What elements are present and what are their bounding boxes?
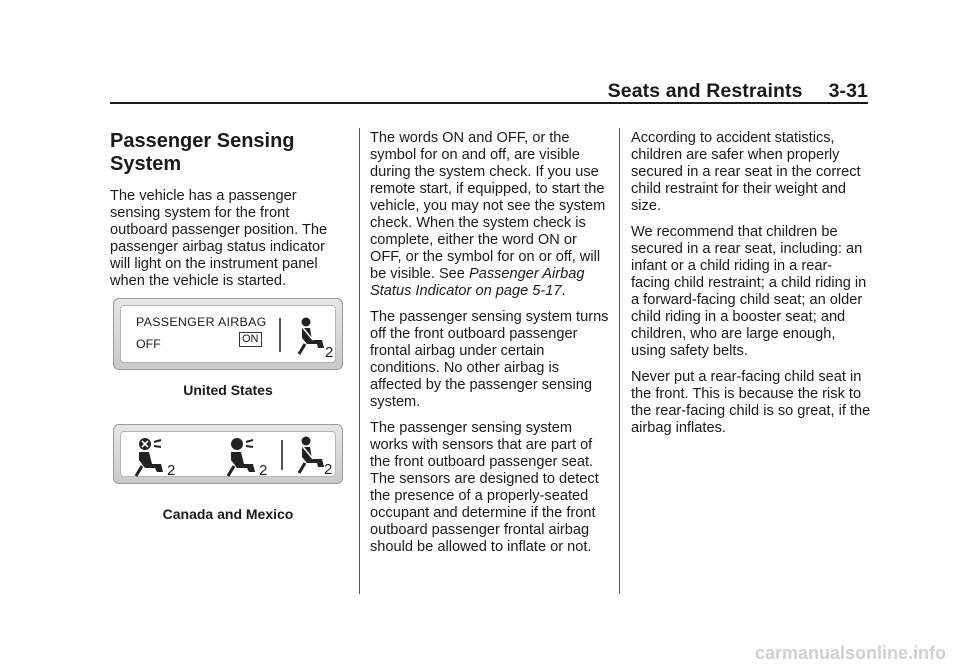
col2-paragraph-2: The passenger sensing system turns off the front outboard passenger frontal airbag under certain conditions. No other airbag is affected by the passenger sensing system. <box>370 309 609 410</box>
seat-number: 2 <box>325 344 334 360</box>
col1-paragraph-1: The vehicle has a passenger sensing system for the front outboard passenger position. The passenger airbag status indicator will light on the instrument panel when the vehicle is started. <box>110 188 328 289</box>
airbag-off-icon <box>133 436 181 483</box>
col3-paragraph-1: According to accident statistics, children are safer when properly secured in a rear seat in the correct child restraint for their weight and size. <box>631 130 861 214</box>
page-header <box>110 80 868 103</box>
indicator-divider <box>281 440 283 470</box>
seat-number: 2 <box>167 462 176 478</box>
header-rule <box>110 102 868 104</box>
passenger-airbag-label: PASSENGER AIRBAG <box>136 315 267 329</box>
col3-paragraph-3: Never put a rear-facing child seat in the front. This is because the risk to the rear-facing child is so great, if the airbag inflates. <box>631 369 871 436</box>
indicator-divider <box>279 318 281 352</box>
figure-caption-us: United States <box>183 382 273 398</box>
seat-number: 2 <box>259 462 268 478</box>
airbag-indicator-canada-mexico-figure <box>113 424 343 484</box>
column-divider <box>359 128 360 594</box>
section-title: Passenger Sensing System <box>110 130 295 175</box>
column-3 <box>631 130 871 446</box>
col3-paragraph-2: We recommend that children be secured in a rear seat, including: an infant or a child riding in a rear-facing child restraint; a child riding in a forward-facing child seat; an older child riding in a booster seat; and children, who are large enough, using safety belts. <box>631 224 867 359</box>
col2-paragraph-1: The words ON and OFF, or the symbol for on and off, are visible during the system check. If you use remote start, if equipped, to start the vehicle, you may not see the system check. When the system check is complete, either the word ON or OFF, or the symbol for on or off, will be visible. See Passenger Airbag Status Indicator on page 5-17. <box>370 130 606 299</box>
airbag-indicator-us-figure <box>113 298 343 370</box>
cross-reference-link[interactable]: Passenger Airbag Status Indicator on page 5-17 <box>370 266 585 299</box>
column-2 <box>370 130 610 565</box>
indicator-display <box>120 431 336 477</box>
column-1 <box>110 130 345 299</box>
seated-passenger-belt-icon <box>291 316 337 365</box>
seat-number: 2 <box>324 461 333 477</box>
airbag-on-icon <box>225 436 273 483</box>
page-number: 3-31 <box>828 80 868 102</box>
on-label: ON <box>239 332 262 347</box>
figure-caption-canada-mexico: Canada and Mexico <box>162 506 294 522</box>
seated-passenger-belt-icon <box>291 435 337 482</box>
off-label: OFF <box>136 337 161 351</box>
watermark: carmanualsonline.info <box>754 643 946 663</box>
header-title: Seats and Restraints <box>607 80 803 102</box>
column-divider <box>619 128 620 594</box>
indicator-display <box>120 305 336 363</box>
col2-paragraph-3: The passenger sensing system works with sensors that are part of the front outboard passenger seat. The sensors are designed to detect the presence of a properly-seated occupant and determine if the front outboard passenger frontal airbag should be allowed to inflate or not. <box>370 420 599 555</box>
